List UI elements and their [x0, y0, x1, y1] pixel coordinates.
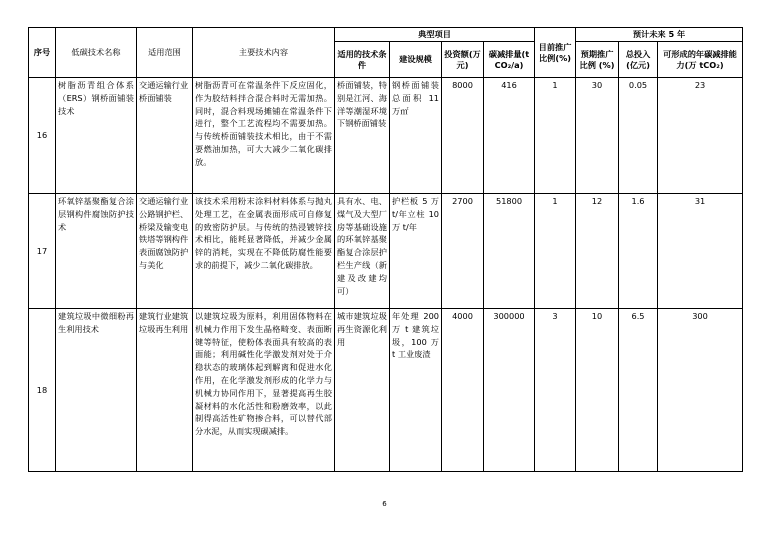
- table-row: [29, 309, 743, 472]
- capacity: 300: [658, 309, 743, 472]
- current-ratio: 1: [535, 194, 576, 309]
- header-reduction: 碳减排量(tCO₂/a): [484, 42, 535, 78]
- scale: 钢桥面铺装总面积 11 万㎡: [390, 78, 442, 194]
- header-expected-ratio: 预期推广比例 (%): [576, 42, 619, 78]
- scale: 年处理 200 万 t 建筑垃圾，100 万 t 工业废渣: [390, 309, 442, 472]
- scale: 护栏板 5 万 t/年立柱 10 万 t/年: [390, 194, 442, 309]
- investment: 8000: [442, 78, 484, 194]
- tech-name: 建筑垃圾中微细粉再生利用技术: [56, 309, 137, 472]
- row-number: 17: [29, 194, 56, 309]
- tech-content: 树脂沥青可在常温条件下反应固化，作为胶结料拌合混合料时无需加热。同时，混合料现场摊铺在常温条件下进行，整个工艺流程均不需要加热。与传统桥面铺装技术相比，由于不需要燃油加热，可大大减少二氧化碳排放。: [193, 78, 335, 194]
- tech-content: 该技术采用粉末涂料材料体系与抛丸处理工艺，在金属表面形成可自修复的致密防护层。与传统的热浸镀锌技术相比，能耗显著降低，并减少金属锌的消耗，实现在不降低防腐性能要求的前提下，减少二氧化碳排放。: [193, 194, 335, 309]
- header-seq: 序号: [29, 28, 56, 78]
- technology-table: [28, 27, 743, 472]
- table-row: [29, 194, 743, 309]
- expected-ratio: 30: [576, 78, 619, 194]
- header-total-investment: 总投入(亿元): [619, 42, 658, 78]
- row-number: 16: [29, 78, 56, 194]
- row-number: 18: [29, 309, 56, 472]
- investment: 2700: [442, 194, 484, 309]
- header-forecast-group: 预计未来 5 年: [576, 28, 743, 42]
- reduction: 416: [484, 78, 535, 194]
- reduction: 300000: [484, 309, 535, 472]
- investment: 4000: [442, 309, 484, 472]
- page-number: 6: [382, 500, 387, 508]
- conditions: 城市建筑垃圾再生资源化利用: [335, 309, 390, 472]
- header-content: 主要技术内容: [193, 28, 335, 78]
- expected-ratio: 12: [576, 194, 619, 309]
- header-scale: 建设规模: [390, 42, 442, 78]
- conditions: 桥面铺装，特别是江河、海洋等潮湿环境下钢桥面铺装: [335, 78, 390, 194]
- total-investment: 0.05: [619, 78, 658, 194]
- expected-ratio: 10: [576, 309, 619, 472]
- total-investment: 1.6: [619, 194, 658, 309]
- table-row: [29, 78, 743, 194]
- scope: 交通运输行业桥面铺装: [137, 78, 193, 194]
- scope: 交通运输行业公路钢护栏、桥梁及输变电铁塔等钢构件表面腐蚀防护与美化: [137, 194, 193, 309]
- header-capacity: 可形成的年碳减排能力(万 tCO₂): [658, 42, 743, 78]
- header-current-ratio: 目前推广比例(%): [535, 28, 576, 78]
- capacity: 23: [658, 78, 743, 194]
- tech-name: 环氧锌基聚酯复合涂层钢构件腐蚀防护技术: [56, 194, 137, 309]
- total-investment: 6.5: [619, 309, 658, 472]
- header-scope: 适用范围: [137, 28, 193, 78]
- scope: 建筑行业建筑垃圾再生利用: [137, 309, 193, 472]
- tech-content: 以建筑垃圾为原料，利用固体物料在机械力作用下发生晶格畸变、表面断键等特征，使粉体表面具有较高的表面能；利用碱性化学激发剂对处于介稳状态的玻璃体起到解离和促进水化作用，在化学激发剂形成的化学力与机械力协同作用下，显著提高再生胶凝材料的水化活性和粉磨效率，以此制得高活性矿物掺合料，可以替代部分水泥，从而实现碳减排。: [193, 309, 335, 472]
- tech-name: 树脂沥青组合体系（ERS）钢桥面铺装技术: [56, 78, 137, 194]
- reduction: 51800: [484, 194, 535, 309]
- current-ratio: 1: [535, 78, 576, 194]
- header-tech-name: 低碳技术名称: [56, 28, 137, 78]
- header-typical-project: 典型项目: [335, 28, 535, 42]
- capacity: 31: [658, 194, 743, 309]
- header-conditions: 适用的技术条件: [335, 42, 390, 78]
- conditions: 具有水、电、煤气及大型厂房等基础设施的环氧锌基聚酯复合涂层护栏生产线（新建及改建均可）: [335, 194, 390, 309]
- current-ratio: 3: [535, 309, 576, 472]
- header-investment: 投资额(万元): [442, 42, 484, 78]
